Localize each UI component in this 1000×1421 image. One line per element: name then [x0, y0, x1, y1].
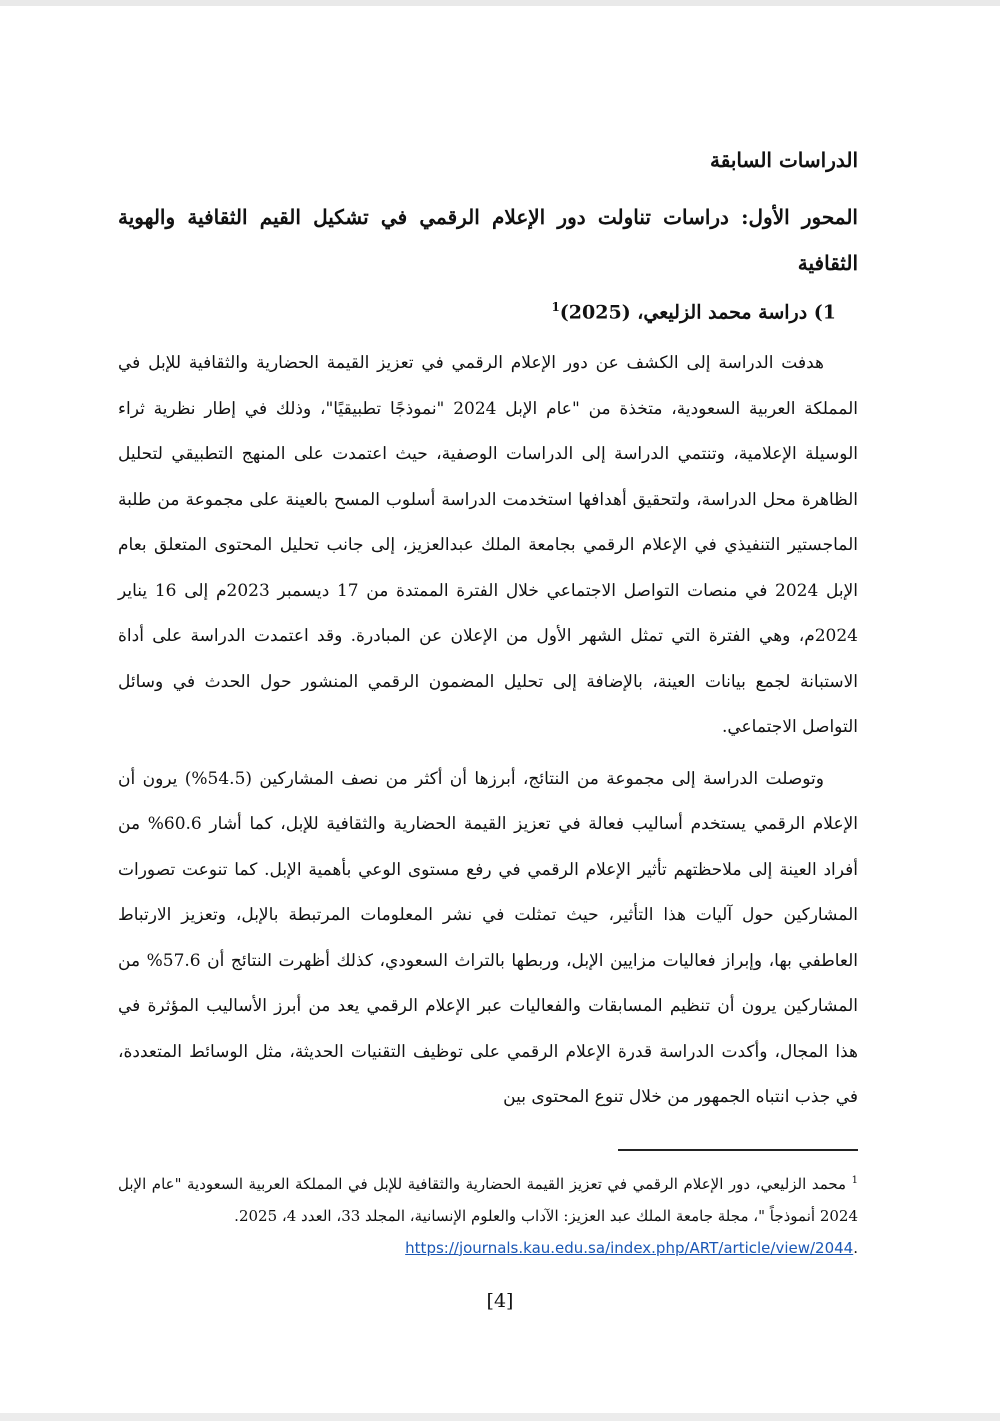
- footnote: [118, 1165, 858, 1264]
- document-page: [118, 140, 858, 1264]
- study-title: [118, 300, 836, 323]
- footnote-end-punct: .: [853, 1238, 858, 1257]
- study-paragraph-1: هدفت الدراسة إلى الكشف عن دور الإعلام الرقمي في تعزيز القيمة الحضارية والثقافية للإبل في المملكة العربية السعودية، متخذة من "عام الإبل 2024 "نموذجًا تطبيقيًا"، وذلك في إطار نظرية ثراء الوسيلة الإعلامية، وتنتمي الدراسة إلى الدراسات الوصفية، حيث اعتمدت على المنهج التطبيقي لتحليل الظاهرة محل الدراسة، ولتحقيق أهدافها استخدمت الدراسة أسلوب المسح بالعينة على مجموعة من طلبة الماجستير التنفيذي في الإعلام الرقمي بجامعة الملك عبدالعزيز، إلى جانب تحليل المحتوى المتعلق بعام الإبل 2024 في منصات التواصل الاجتماعي خلال الفترة الممتدة من 17 ديسمبر 2023م إلى 16 يناير 2024م، وهي الفترة التي تمثل الشهر الأول من الإعلان عن المبادرة. وقد اعتمدت الدراسة على أداة الاستبانة لجمع بيانات العينة، بالإضافة إلى تحليل المضمون الرقمي المنشور حول الحدث في وسائل التواصل الاجتماعي.: [118, 353, 859, 738]
- footnote-text: محمد الزليعي، دور الإعلام الرقمي في تعزيز القيمة الحضارية والثقافية للإبل في المملكة العربية السعودية "عام الإبل 2024 أنموذجاً "، مجلة جامعة الملك عبد العزيز: الآداب والعلوم الإنسانية، المجلد 33، العدد 4، 2025.: [118, 1174, 858, 1225]
- axis-title: المحور الأول: دراسات تناولت دور الإعلام الرقمي في تشكيل القيم الثقافية والهوية الثقافية: [118, 205, 858, 275]
- footnote-separator: [618, 1149, 858, 1151]
- study-paragraph-2: وتوصلت الدراسة إلى مجموعة من النتائج، أبرزها أن أكثر من نصف المشاركين (54.5%) يرون أن الإعلام الرقمي يستخدم أساليب فعالة في تعزيز القيمة الحضارية والثقافية للإبل، كما أشار 60.6% من أفراد العينة إلى ملاحظتهم تأثير الإعلام الرقمي في رفع مستوى الوعي بأهمية الإبل. كما تنوعت تصورات المشاركين حول آليات هذا التأثير، حيث تمثلت في نشر المعلومات المرتبطة بالإبل، وتعزيز الارتباط العاطفي بها، وإبراز فعاليات مزايين الإبل، وربطها بالتراث السعودي، كذلك أظهرت النتائج أن 57.6% من المشاركين يرون أن تنظيم المسابقات والفعاليات عبر الإعلام الرقمي يعد من أبرز الأساليب المؤثرة في هذا المجال، وأكدت الدراسة قدرة الإعلام الرقمي على توظيف التقنيات الحديثة، مثل الوسائط المتعددة، في جذب انتباه الجمهور من خلال تنوع المحتوى بين: [118, 768, 859, 1108]
- bottom-edge: [0, 1413, 1000, 1421]
- footnote-reference[interactable]: 1: [551, 300, 560, 314]
- top-edge: [0, 0, 1000, 6]
- study-title-text: 1) دراسة محمد الزليعي، (2025): [559, 301, 836, 324]
- section-title: الدراسات السابقة: [710, 148, 858, 172]
- page-number: [4]: [486, 1290, 514, 1312]
- footnote-marker: 1: [851, 1174, 858, 1186]
- footnote-link[interactable]: https://journals.kau.edu.sa/index.php/ART/article/view/2044: [405, 1238, 854, 1257]
